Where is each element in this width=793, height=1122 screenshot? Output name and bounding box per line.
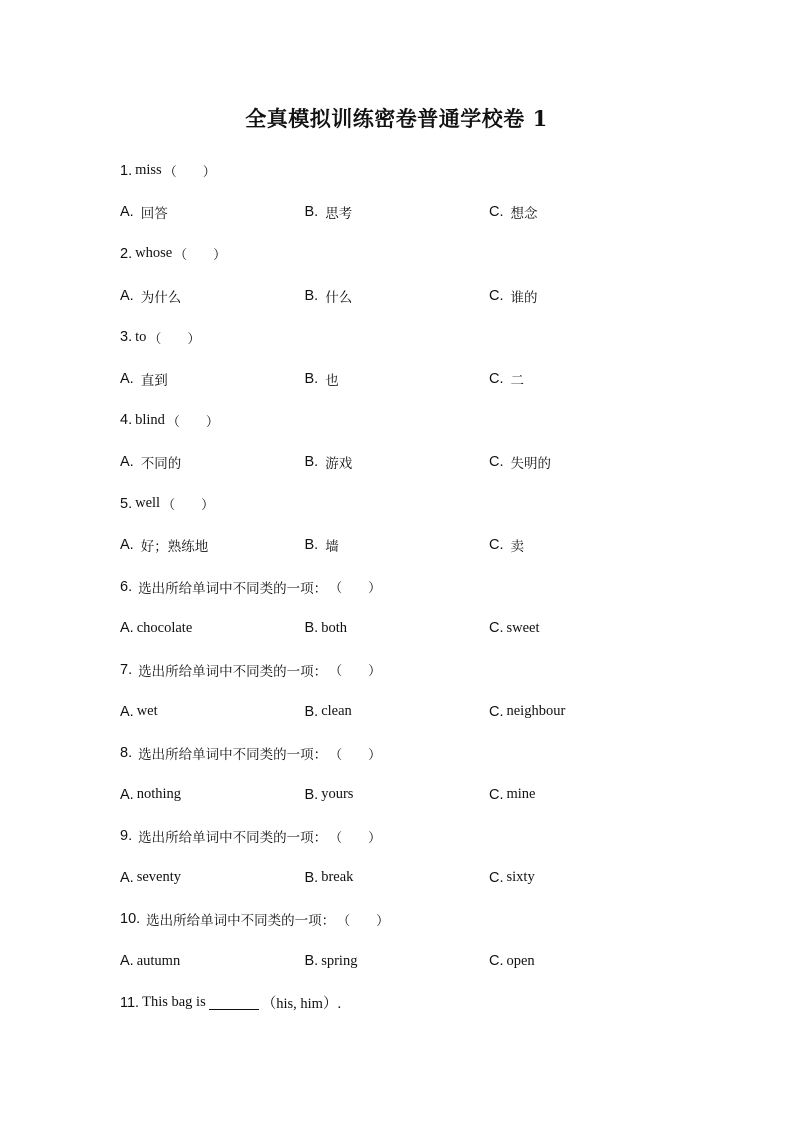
question-stem-9 (120, 816, 720, 858)
option-letter: C. (489, 370, 504, 387)
answer-blank[interactable]: （ ） (337, 913, 390, 929)
option-text: 回答 (140, 206, 168, 223)
option-letter: B. (304, 703, 319, 720)
option-text: mine (506, 786, 536, 803)
question-stem-11 (120, 982, 720, 1024)
question-text: 选出所给单词中不同类的一项： (138, 830, 328, 847)
question-number: 8. (120, 745, 133, 762)
option-letter: B. (304, 953, 319, 970)
option-c[interactable] (489, 286, 674, 306)
question-text: blind (135, 411, 165, 428)
option-a[interactable] (120, 535, 305, 555)
option-letter: A. (120, 287, 134, 304)
fill-in-blank[interactable] (209, 995, 259, 1010)
option-text: 墙 (325, 539, 339, 556)
option-text: 为什么 (140, 289, 182, 306)
question-text: 选出所给单词中不同类的一项： (138, 747, 328, 764)
option-c[interactable] (489, 452, 674, 472)
option-text: 卖 (510, 539, 524, 556)
option-letter: A. (120, 620, 134, 637)
option-letter: C. (489, 786, 504, 803)
answer-blank[interactable]: （ ） (329, 581, 382, 597)
option-text: neighbour (506, 703, 566, 720)
option-letter: C. (489, 537, 504, 554)
option-a[interactable] (120, 703, 305, 720)
option-text: 不同的 (140, 455, 182, 472)
option-a[interactable] (120, 286, 305, 306)
option-c[interactable] (489, 202, 674, 222)
option-b[interactable] (305, 202, 490, 222)
option-text: 直到 (140, 372, 168, 389)
option-b[interactable] (305, 953, 490, 970)
option-a[interactable] (120, 452, 305, 472)
option-a[interactable] (120, 202, 305, 222)
question-number: 9. (120, 828, 133, 845)
option-text: 也 (325, 372, 339, 389)
question-text: 选出所给单词中不同类的一项： (138, 663, 328, 680)
option-letter: B. (304, 537, 319, 554)
answer-blank[interactable]: （ ） (163, 165, 216, 181)
option-letter: B. (304, 370, 319, 387)
option-a[interactable] (120, 369, 305, 389)
option-letter: C. (489, 204, 504, 221)
question-text: 选出所给单词中不同类的一项： (146, 913, 336, 930)
option-text: 想念 (510, 206, 538, 223)
question-options-4 (120, 441, 720, 483)
question-options-1 (120, 192, 720, 234)
question-number: 4. (120, 412, 133, 429)
question-text: 选出所给单词中不同类的一项： (138, 580, 328, 597)
answer-blank[interactable]: （ ） (329, 664, 382, 680)
question-text: This bag is (142, 994, 206, 1011)
option-b[interactable] (305, 452, 490, 472)
question-options-6 (120, 608, 720, 650)
option-letter: A. (120, 869, 134, 886)
option-c[interactable] (489, 953, 674, 970)
option-b[interactable] (305, 786, 490, 803)
option-text: 游戏 (325, 455, 353, 472)
option-c[interactable] (489, 869, 674, 886)
option-text: 二 (510, 372, 524, 389)
question-text: to (135, 328, 147, 345)
option-a[interactable] (120, 953, 305, 970)
question-hint: （his, him）. (261, 996, 342, 1013)
option-b[interactable] (305, 369, 490, 389)
option-letter: C. (489, 869, 504, 886)
option-text: 失明的 (510, 455, 551, 472)
option-letter: B. (304, 620, 319, 637)
option-letter: B. (304, 786, 319, 803)
question-list (120, 150, 720, 1023)
option-letter: B. (304, 869, 319, 886)
option-letter: A. (120, 370, 134, 387)
option-text: spring (321, 952, 358, 969)
option-text: 思考 (325, 206, 353, 223)
answer-blank[interactable]: （ ） (166, 414, 219, 430)
option-letter: C. (489, 620, 504, 637)
answer-blank[interactable]: （ ） (329, 747, 382, 763)
option-letter: A. (120, 703, 134, 720)
question-number: 7. (120, 661, 133, 678)
question-stem-10 (120, 899, 720, 941)
option-b[interactable] (305, 869, 490, 886)
question-number: 11. (120, 994, 140, 1011)
question-number: 3. (120, 329, 133, 346)
question-options-2 (120, 275, 720, 317)
option-letter: A. (120, 953, 134, 970)
question-number: 1. (120, 162, 133, 179)
question-stem-1 (120, 150, 720, 192)
question-options-8 (120, 774, 720, 816)
question-options-3 (120, 358, 720, 400)
question-stem-6 (120, 566, 720, 608)
question-options-10 (120, 940, 720, 982)
option-text: both (321, 619, 347, 636)
option-b[interactable] (305, 703, 490, 720)
option-c[interactable] (489, 786, 674, 803)
question-stem-3 (120, 316, 720, 358)
option-b[interactable] (305, 535, 490, 555)
option-text: nothing (136, 786, 182, 803)
question-stem-4 (120, 400, 720, 442)
option-text: autumn (136, 952, 181, 969)
question-options-5 (120, 524, 720, 566)
option-letter: A. (120, 786, 134, 803)
option-a[interactable] (120, 786, 305, 803)
question-stem-7 (120, 649, 720, 691)
option-letter: A. (120, 537, 134, 554)
question-options-7 (120, 691, 720, 733)
option-text: chocolate (136, 619, 193, 636)
option-text: clean (321, 703, 352, 720)
question-number: 10. (120, 911, 141, 928)
option-letter: C. (489, 287, 504, 304)
option-letter: A. (120, 204, 134, 221)
option-c[interactable] (489, 535, 674, 555)
question-options-9 (120, 857, 720, 899)
option-a[interactable] (120, 620, 305, 637)
page-title: 全真模拟训练密卷普通学校卷 1 (245, 106, 548, 131)
option-text: sixty (506, 869, 535, 886)
question-text: miss (135, 162, 162, 179)
option-letter: B. (304, 204, 319, 221)
answer-blank[interactable]: （ ） (162, 498, 215, 514)
option-c[interactable] (489, 703, 674, 720)
option-text: 谁的 (510, 289, 538, 306)
option-text: break (321, 869, 354, 886)
option-letter: C. (489, 953, 504, 970)
option-a[interactable] (120, 869, 305, 886)
option-letter: B. (304, 287, 319, 304)
option-letter: C. (489, 453, 504, 470)
question-stem-8 (120, 732, 720, 774)
question-number: 2. (120, 245, 133, 262)
question-number: 5. (120, 495, 133, 512)
option-c[interactable] (489, 369, 674, 389)
option-text: open (506, 952, 535, 969)
option-text: seventy (136, 869, 181, 886)
option-text: 什么 (325, 289, 353, 306)
option-letter: C. (489, 703, 504, 720)
question-text: well (135, 495, 161, 512)
question-stem-5 (120, 483, 720, 525)
option-text: yours (321, 786, 354, 803)
option-text: sweet (506, 619, 540, 636)
option-text: 好；熟练地 (140, 539, 209, 556)
answer-blank[interactable]: （ ） (329, 830, 382, 846)
question-text: whose (135, 245, 173, 262)
answer-blank[interactable]: （ ） (174, 248, 227, 264)
option-letter: B. (304, 453, 319, 470)
option-b[interactable] (305, 286, 490, 306)
option-b[interactable] (305, 620, 490, 637)
option-c[interactable] (489, 620, 674, 637)
answer-blank[interactable]: （ ） (148, 331, 201, 347)
question-stem-2 (120, 233, 720, 275)
option-text: wet (136, 703, 158, 720)
option-letter: A. (120, 453, 134, 470)
question-number: 6. (120, 578, 133, 595)
